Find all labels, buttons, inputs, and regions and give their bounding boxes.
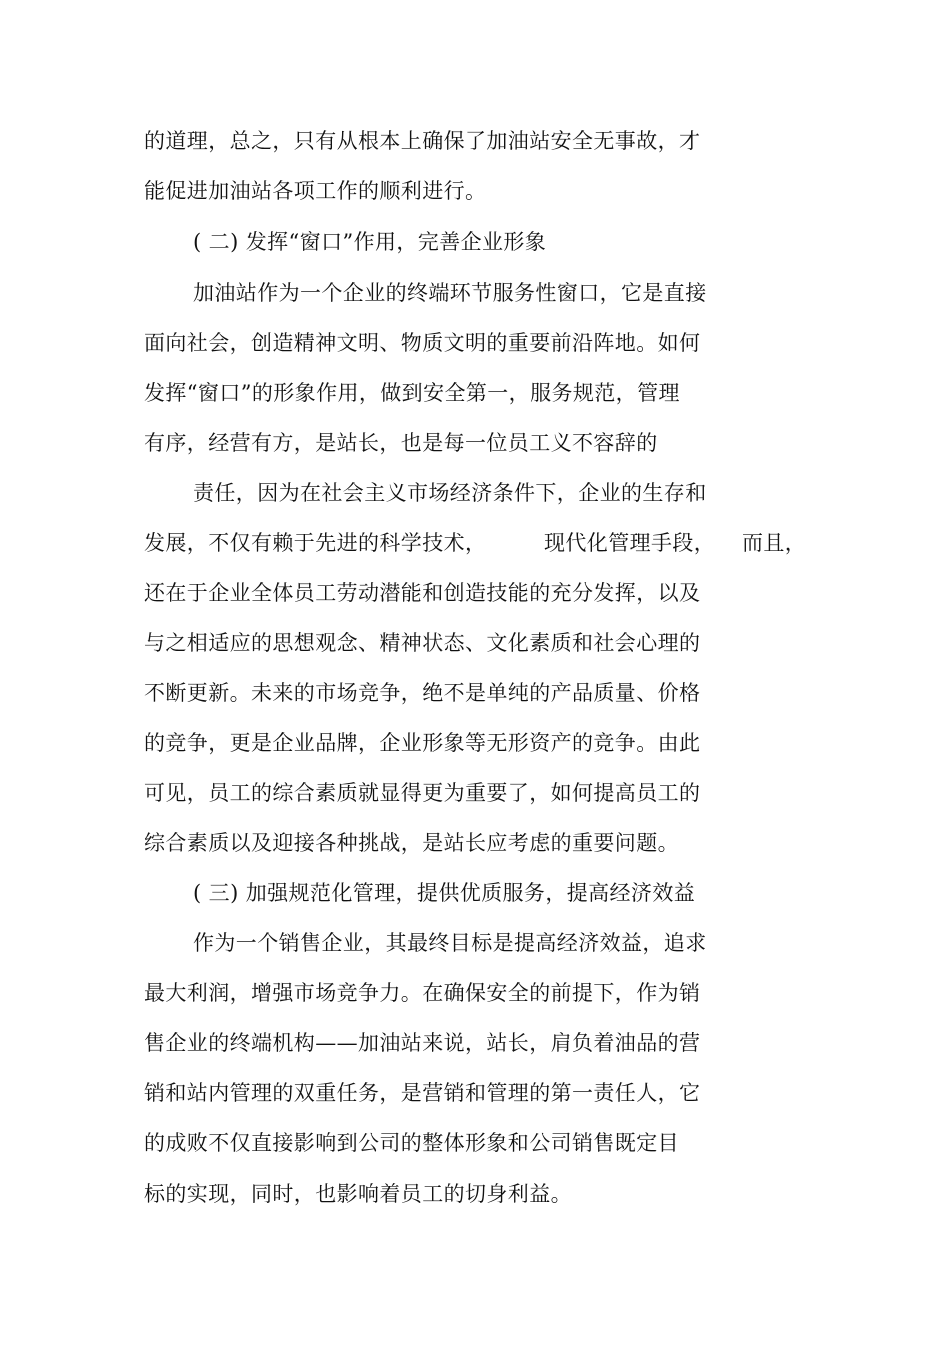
split-segment: 现代化管理手段，: [544, 531, 716, 555]
paragraph-line: 加油站作为一个企业的终端环节服务性窗口，它是直接: [193, 281, 707, 305]
paragraph-line: 的道理，总之，只有从根本上确保了加油站安全无事故，才: [144, 129, 701, 153]
paragraph-line: 有序，经营有方，是站长，也是每一位员工义不容辞的: [144, 431, 658, 455]
paragraph-line: 发挥“窗口”的形象作用，做到安全第一，服务规范，管理: [144, 381, 680, 405]
paragraph-line: 综合素质以及迎接各种挑战，是站长应考虑的重要问题。: [144, 831, 679, 855]
section-heading: ( 二) 发挥“窗口”作用，完善企业形象: [193, 230, 547, 254]
paragraph-line: 还在于企业全体员工劳动潜能和创造技能的充分发挥，以及: [144, 581, 701, 605]
paragraph-line: 责任，因为在社会主义市场经济条件下，企业的生存和: [193, 481, 707, 505]
paragraph-line-split: [144, 529, 807, 557]
section-heading: ( 三) 加强规范化管理，提供优质服务，提高经济效益: [193, 881, 696, 905]
paragraph-line: 的竞争，更是企业品牌，企业形象等无形资产的竞争。由此: [144, 731, 701, 755]
paragraph-line: 面向社会，创造精神文明、物质文明的重要前沿阵地。如何: [144, 331, 701, 355]
paragraph-line: 可见，员工的综合素质就显得更为重要了，如何提高员工的: [144, 781, 701, 805]
paragraph-line: 最大利润，增强市场竞争力。在确保安全的前提下，作为销: [144, 981, 701, 1005]
paragraph-line: 销和站内管理的双重任务，是营销和管理的第一责任人，它: [144, 1081, 701, 1105]
paragraph-line: 的成败不仅直接影响到公司的整体形象和公司销售既定目: [144, 1131, 679, 1155]
split-segment: 发展，不仅有赖于先进的科学技术，: [144, 531, 487, 555]
paragraph-line: 作为一个销售企业，其最终目标是提高经济效益，追求: [193, 931, 707, 955]
paragraph-line: 标的实现，同时，也影响着员工的切身利益。: [144, 1182, 572, 1206]
paragraph-line: 售企业的终端机构——加油站来说，站长，肩负着油品的营: [144, 1031, 701, 1055]
split-segment: 而且，: [742, 531, 807, 555]
paragraph-line: 不断更新。未来的市场竞争，绝不是单纯的产品质量、价格: [144, 681, 701, 705]
paragraph-line: 与之相适应的思想观念、精神状态、文化素质和社会心理的: [144, 631, 701, 655]
paragraph-line: 能促进加油站各项工作的顺利进行。: [144, 179, 487, 203]
